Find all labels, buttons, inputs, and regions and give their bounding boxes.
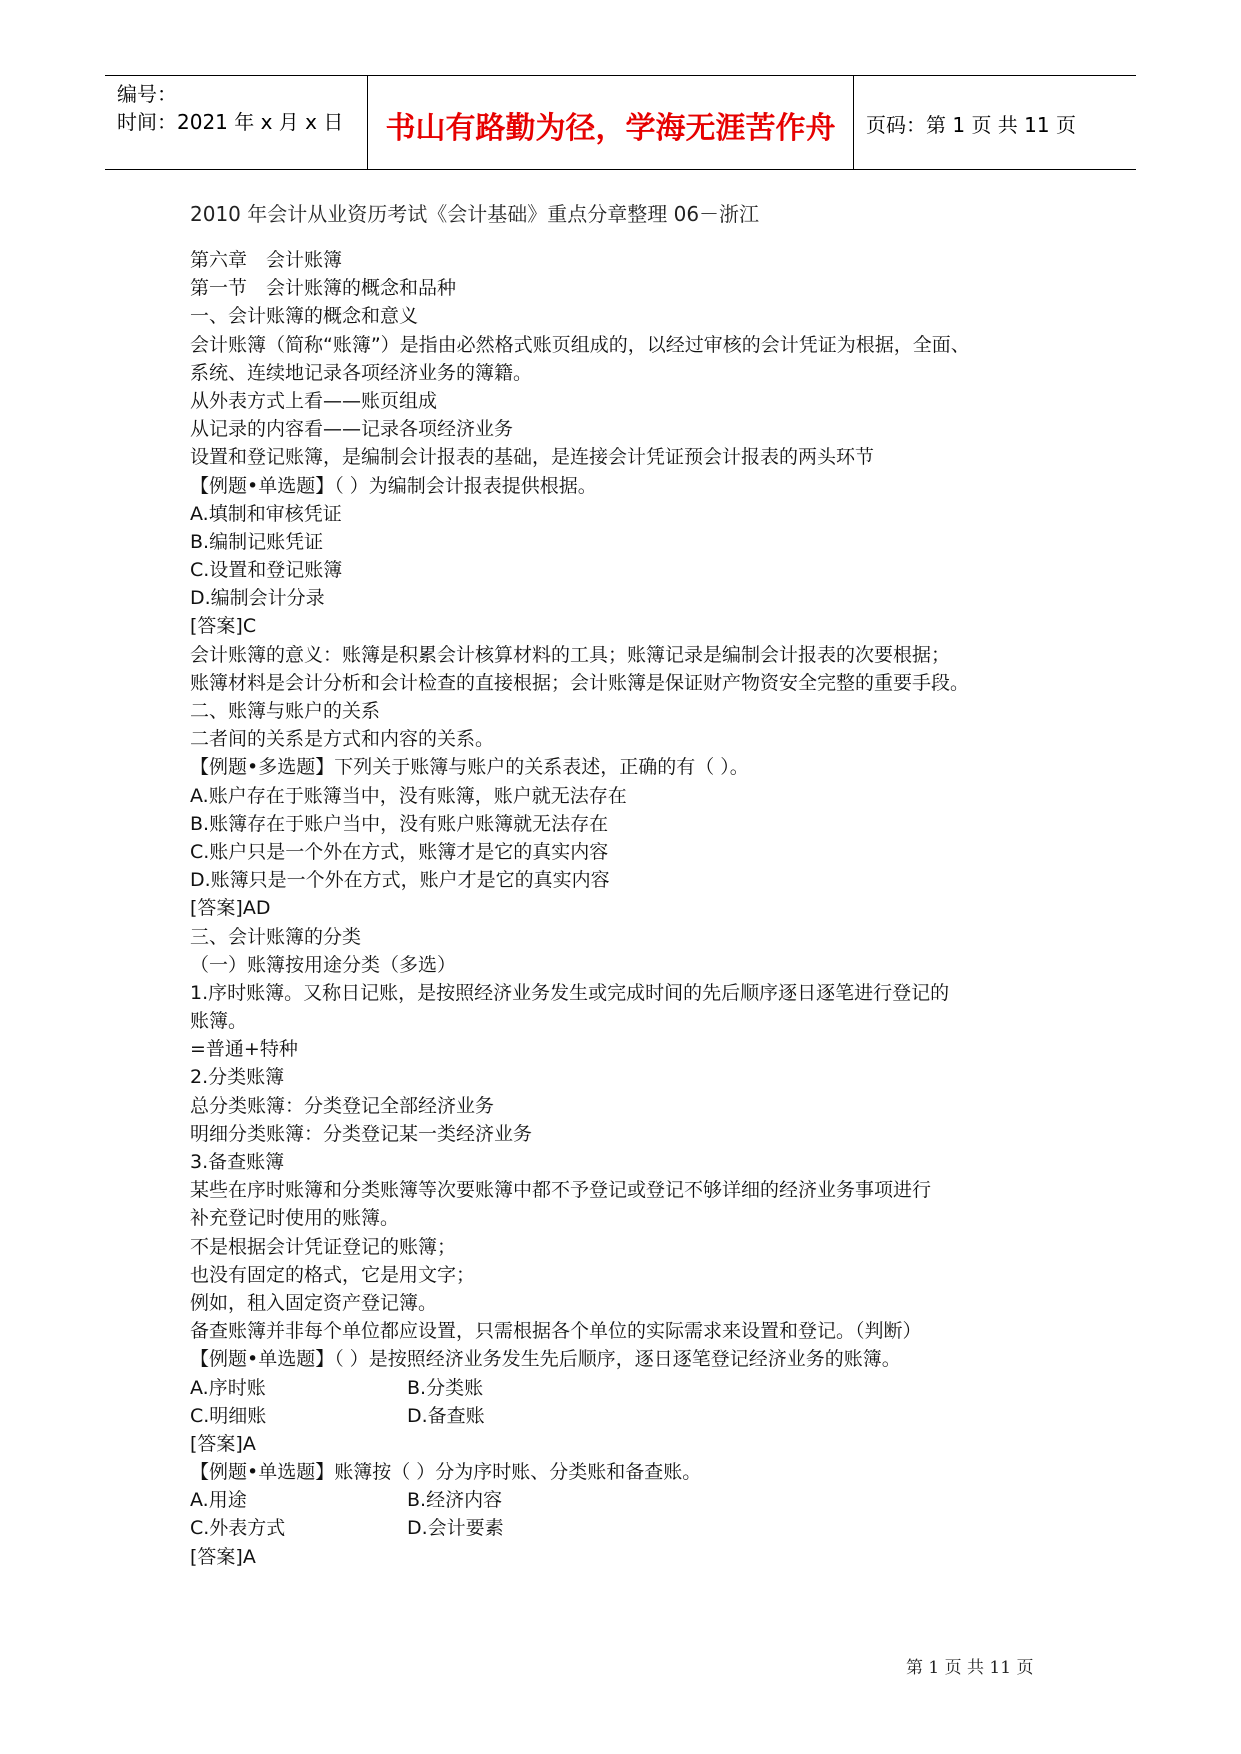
text-line: 补充登记时使用的账簿。 bbox=[190, 1207, 400, 1230]
q2-option-b: B.经济内容 bbox=[407, 1489, 503, 1512]
text-line: 账簿。 bbox=[190, 1010, 248, 1033]
page-info: 页码：第 1 页 共 11 页 bbox=[866, 113, 1076, 137]
text-line: 一、会计账簿的概念和意义 bbox=[190, 305, 419, 328]
text-line: 【例题•单选题】（ ）为编制会计报表提供根据。 bbox=[190, 474, 597, 497]
text-line: C.账户只是一个外在方式，账簿才是它的真实内容 bbox=[190, 840, 609, 863]
text-line: 1.序时账簿。又称日记账，是按照经济业务发生或完成时间的先后顺序逐日逐笔进行登记的 bbox=[190, 981, 950, 1004]
q2-stem: 【例题•单选题】账簿按（ ）分为序时账、分类账和备查账。 bbox=[190, 1461, 702, 1484]
text-line: 会计账簿的意义：账簿是积累会计核算材料的工具；账簿记录是编制会计报表的次要根据； bbox=[190, 643, 951, 666]
document-title: 2010 年会计从业资历考试《会计基础》重点分章整理 06－浙江 bbox=[190, 202, 760, 226]
text-line: A.账户存在于账簿当中，没有账簿，账户就无法存在 bbox=[190, 784, 627, 807]
text-line: 某些在序时账簿和分类账簿等次要账簿中都不予登记或登记不够详细的经济业务事项进行 bbox=[190, 1179, 932, 1202]
text-line: 明细分类账簿：分类登记某一类经济业务 bbox=[190, 1122, 533, 1145]
header-left-cell bbox=[105, 76, 367, 169]
q2-option-row bbox=[190, 1486, 1090, 1514]
q1-option-c: C.明细账 bbox=[190, 1404, 267, 1427]
text-line: 【例题•多选题】下列关于账簿与账户的关系表述，正确的有（ ）。 bbox=[190, 756, 749, 779]
text-line: 也没有固定的格式，它是用文字； bbox=[190, 1263, 476, 1286]
q1-answer: [答案]A bbox=[190, 1432, 256, 1455]
text-line: D.账簿只是一个外在方式，账户才是它的真实内容 bbox=[190, 869, 610, 892]
motto: 书山有路勤为径，学海无涯苦作舟 bbox=[385, 111, 836, 146]
text-line: 【例题•单选题】（ ）是按照经济业务发生先后顺序，逐日逐笔登记经济业务的账簿。 bbox=[190, 1348, 901, 1371]
q2-option-c: C.外表方式 bbox=[190, 1517, 286, 1540]
text-line: 从记录的内容看——记录各项经济业务 bbox=[190, 418, 514, 441]
text-line: =普通+特种 bbox=[190, 1038, 298, 1061]
text-line: （一）账簿按用途分类（多选） bbox=[190, 953, 457, 976]
q1-option-b: B.分类账 bbox=[407, 1376, 484, 1399]
text-line: 第一节 会计账簿的概念和品种 bbox=[190, 277, 457, 300]
text-lines bbox=[190, 246, 1090, 1374]
text-line: 不是根据会计凭证登记的账簿； bbox=[190, 1235, 457, 1258]
q1-option-row bbox=[190, 1402, 1090, 1430]
text-line: 3.备查账簿 bbox=[190, 1151, 285, 1173]
q1-option-row bbox=[190, 1374, 1090, 1402]
page-header bbox=[105, 75, 1136, 170]
q2-answer: [答案]A bbox=[190, 1545, 256, 1568]
text-line: 从外表方式上看——账页组成 bbox=[190, 389, 438, 412]
text-line: B.账簿存在于账户当中，没有账户账簿就无法存在 bbox=[190, 812, 609, 835]
text-line: A.填制和审核凭证 bbox=[190, 502, 342, 525]
text-line: 会计账簿（简称“账簿”）是指由必然格式账页组成的，以经过审核的会计凭证为根据，全面、 bbox=[190, 333, 970, 356]
text-line: 系统、连续地记录各项经济业务的簿籍。 bbox=[190, 361, 533, 384]
text-line: 二、账簿与账户的关系 bbox=[190, 700, 381, 722]
text-line: C.设置和登记账簿 bbox=[190, 559, 343, 582]
q2-option-d: D.会计要素 bbox=[407, 1517, 504, 1540]
q1-option-a: A.序时账 bbox=[190, 1376, 266, 1399]
text-line: 三、会计账簿的分类 bbox=[190, 925, 362, 948]
time-label: 时间：2021 年 x 月 x 日 bbox=[117, 110, 344, 134]
text-line: 2.分类账簿 bbox=[190, 1066, 285, 1089]
text-line: B.编制记账凭证 bbox=[190, 530, 324, 553]
text-line: 总分类账簿：分类登记全部经济业务 bbox=[190, 1094, 495, 1117]
document-body bbox=[190, 246, 1090, 1571]
text-line: 备查账簿并非每个单位都应设置，只需根据各个单位的实际需求来设置和登记。（判断） bbox=[190, 1320, 922, 1343]
q1-option-d: D.备查账 bbox=[407, 1404, 485, 1427]
header-right-cell bbox=[852, 76, 1136, 169]
text-line: 账簿材料是会计分析和会计检查的直接根据；会计账簿是保证财产物资安全完整的重要手段。 bbox=[190, 671, 970, 694]
q2-option-a: A.用途 bbox=[190, 1489, 247, 1512]
text-line: 二者间的关系是方式和内容的关系。 bbox=[190, 728, 495, 751]
text-line: [答案]AD bbox=[190, 897, 271, 920]
q2-option-row bbox=[190, 1514, 1090, 1542]
text-line: 例如，租入固定资产登记簿。 bbox=[190, 1291, 438, 1314]
text-line: [答案]C bbox=[190, 615, 257, 638]
footer-page-number: 第 1 页 共 11 页 bbox=[906, 1658, 1034, 1678]
text-line: 第六章 会计账簿 bbox=[190, 249, 343, 271]
number-label: 编号： bbox=[117, 82, 177, 106]
text-line: 设置和登记账簿，是编制会计报表的基础，是连接会计凭证预会计报表的两头环节 bbox=[190, 446, 875, 469]
text-line: D.编制会计分录 bbox=[190, 587, 325, 610]
header-motto-cell bbox=[367, 76, 854, 169]
